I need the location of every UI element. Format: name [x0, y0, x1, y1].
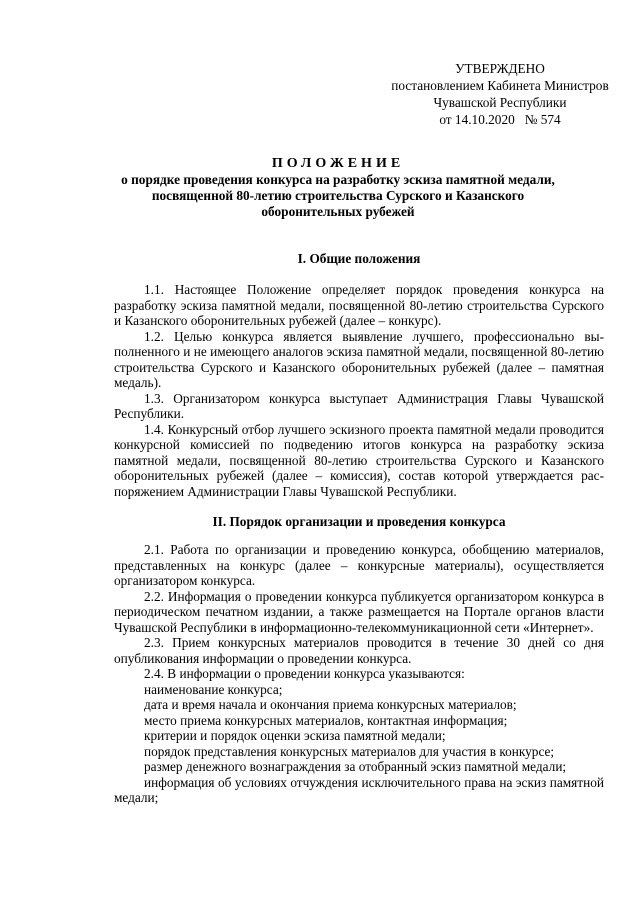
- title-line-1: о порядке проведения конкурса на разработку эскиза памятной медали,: [121, 172, 555, 187]
- paragraph-2-3: 2.3. Прием конкурсных материалов проводится в течение 30 дней со дня опубликования информации о проведении конкурса.: [114, 635, 604, 666]
- list-item: наименование конкурса;: [144, 681, 283, 697]
- document-title: [108, 156, 568, 220]
- approval-stamp: [360, 60, 640, 128]
- list-item: место приема конкурсных материалов, контактная информация;: [144, 712, 508, 728]
- approval-date-number: от 14.10.2020 № 574: [439, 112, 561, 127]
- title-main: ПОЛОЖЕНИЕ: [271, 156, 405, 171]
- title-line-2: посвященной 80-летию строительства Сурского и Казанского: [151, 188, 525, 203]
- approval-decree: постановлением Кабинета Министров: [391, 78, 609, 93]
- section-2-heading: II. Порядок организации и проведения конкурса: [212, 514, 506, 529]
- paragraph-1-3: 1.3. Организатором конкурса выступает Администрация Главы Чувашской Республики.: [114, 390, 604, 421]
- approval-label: УТВЕРЖДЕНО: [455, 61, 545, 76]
- list-item: порядок представления конкурсных материалов для участия в конкурсе;: [144, 743, 555, 759]
- title-line-3: оборонительных рубежей: [261, 204, 415, 219]
- paragraph-1-2: 1.2. Целью конкурса является выявление лучшего, профессионально выполненного и не имеющего аналогов эскиза памятной медали, посвященной 80-летию строительства Сурского и Казанского оборонительных рубежей (далее – памятная медаль).: [114, 328, 604, 390]
- paragraph-2-4: 2.4. В информации о проведении конкурса указываются:: [144, 666, 465, 681]
- list-item: размер денежного вознаграждения за отобранный эскиз памятной медали;: [144, 759, 567, 774]
- paragraph-2-2: 2.2. Информация о проведении конкурса публикуется организатором конкурса в периодическом печатном издании, а также размещается на Портале органов власти Чувашской Республики в информационно-телекоммуникационной сети «Интернет».: [114, 588, 604, 635]
- approval-republic: Чувашской Республики: [433, 95, 567, 110]
- document-body: [114, 250, 604, 806]
- list-item: дата и время начала и окончания приема конкурсных материалов;: [144, 697, 517, 712]
- paragraph-2-1: 2.1. Работа по организации и проведению конкурса, обобщению материалов, представленных на конкурс (далее – конкурсные материалы), осуществляется организатором конкурса.: [114, 542, 604, 588]
- paragraph-1-4: 1.4. Конкурсный отбор лучшего эскизного проекта памятной медали проводится конкурсной комиссией по подведению итогов конкурса на разработку эскиза памятной медали, посвященной 80-летию строительства Сурского и Казанского оборонительных рубежей (далее – комиссия), состав которой утверждается распоряжением Администрации Главы Чувашской Республики.: [114, 421, 604, 499]
- section-1-heading: I. Общие положения: [297, 251, 421, 266]
- list-item: критерии и порядок оценки эскиза памятной медали;: [144, 728, 446, 743]
- paragraph-1-1: 1.1. Настоящее Положение определяет порядок проведения конкурса на разработку эскиза памятной медали, посвященной 80-летию строительства Сурского и Казанского оборонительных рубежей (далее – конкурс).: [114, 282, 604, 328]
- list-item: информация об условиях отчуждения исключительного права на эскиз памятной медали;: [114, 774, 604, 805]
